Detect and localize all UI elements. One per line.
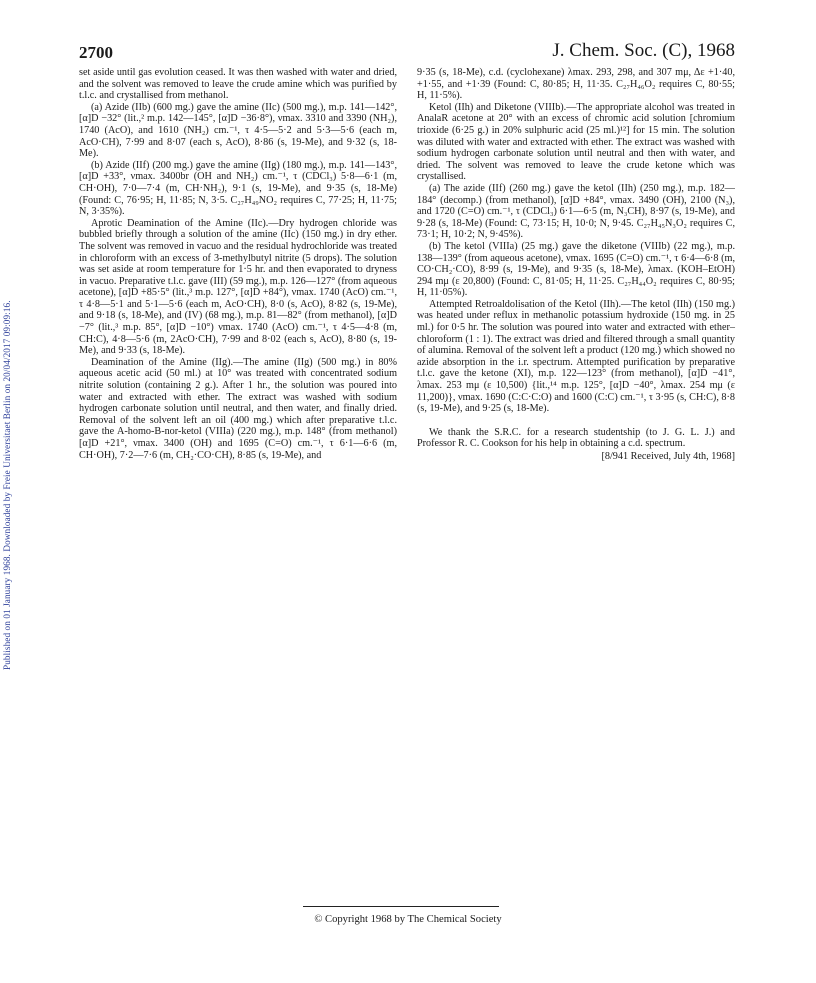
acknowledgement: We thank the S.R.C. for a research studentship (to J. G. L. J.) and Professor R. C. Cookson for his help in obtaining a c.d. spectrum. <box>417 426 735 450</box>
journal-title: J. Chem. Soc. (C), 1968 <box>552 40 735 61</box>
download-notice-text: Published on 01 January 1968. Downloaded by Freie Universitaet Berlin on 20/04/2017 09:09:16. <box>2 300 12 670</box>
page-header <box>79 40 735 66</box>
paragraph: (b) The ketol (VIIIa) (25 mg.) gave the diketone (VIIIb) (22 mg.), m.p. 138—139° (from aqueous acetone), νmax. 1695 (C=O) cm.⁻¹, τ 6·4—6·8 (m, CO·CH₂·CO), 8·99 (s, 19-Me), and 9·35 (s, 18-Me), λmax. (KOH–EtOH) 294 mμ (ε 20,800) (Found: C, 81·05; H, 11·25. C₂₇H₄₄O₂ requires C, 80·95; H, 11·05%). <box>417 240 735 299</box>
paragraph: Aprotic Deamination of the Amine (IIc).—Dry hydrogen chloride was bubbled briefly through a solution of the amine (IIc) (150 mg.) in dry ether. The solvent was removed in vacuo and the residual hydrochloride was treated in chloroform with an excess of 3-methylbutyl nitrite (5 drops). The solution was set aside at room temperature for 1·5 hr. and then evaporated to dryness in vacuo. Preparative t.l.c. gave (III) (59 mg.), m.p. 126—127° (from aqueous acetone), [α]D +85·5° (lit.,³ m.p. 127°, [α]D +84°), νmax. 1740 (AcO) cm.⁻¹, τ 4·8—5·1 and 5·1—5·6 (each m, AcO·CH), 8·0 (s, AcO), 8·82 (s, 19-Me), and 9·18 (s, 18-Me), and (IV) (68 mg.), m.p. 81—82° (from methanol), [α]D −7° (lit.,³ m.p. 85°, [α]D −10°) νmax. 1740 (AcO) cm.⁻¹, τ 4·5—4·8 (m, CH:C), 4·8—5·6 (m, 2AcO·CH), 7·99 and 8·02 (each s, AcO), 8·80 (s, 19-Me), and 9·33 (s, 18-Me). <box>79 217 397 357</box>
page-number: 2700 <box>79 43 113 62</box>
paragraph: (a) The azide (IIf) (260 mg.) gave the ketol (IIh) (250 mg.), m.p. 182—184° (decomp.) (from methanol), [α]D +84°, νmax. 3490 (OH), 2100 (N₃), and 1720 (C=O) cm.⁻¹, τ (CDCl₃) 6·1—6·5 (m, N₃CH), 8·97 (s, 19-Me), and 9·28 (s, 18-Me) (Found: C, 73·15; H, 10·0; N, 9·45. C₂₇H₄₅N₃O₂ requires C, 73·1; H, 10·2; N, 9·45%). <box>417 182 735 241</box>
download-notice-margin <box>2 130 16 670</box>
left-column <box>79 67 397 461</box>
paragraph: Attempted Retroaldolisation of the Ketol (IIh).—The ketol (IIh) (150 mg.) was heated under reflux in methanolic potassium hydroxide (150 mg. in 25 ml.) for 0·5 hr. The solution was poured into water and extracted with ether–chloroform (1 : 1). The extract was dried and filtered through a small quantity of alumina. Removal of the solvent left a product (120 mg.) which showed no azide absorption in the i.r. spectrum. Attempted purification by preparative t.l.c. gave the ketone (XI), m.p. 122—123° (from methanol), [α]D −41°, λmax. 253 mμ (ε 10,500) {lit.,¹⁴ m.p. 125°, [α]D −40°, λmax. 254 mμ (ε 11,200)}, νmax. 1690 (C:C·C:O) and 1600 (C:C) cm.⁻¹, τ 3·95 (s, CH:C), 8·8 (s, 19-Me), and 9·25 (s, 18-Me). <box>417 298 735 415</box>
received-date: [8/941 Received, July 4th, 1968] <box>601 451 735 462</box>
copyright-notice: © Copyright 1968 by The Chemical Society <box>314 914 502 925</box>
paragraph: Ketol (IIh) and Diketone (VIIIb).—The appropriate alcohol was treated in AnalaR acetone at 20° with an excess of chromic acid solution [chromium trioxide (6·25 g.) in 20% sulphuric acid (25 ml.)¹²] for 15 min. The solution was diluted with water and extracted with ether. The extract was washed with sodium hydrogen carbonate solution until neutral and then with water, and dried. The solvent was removed to leave the crude ketone which was crystallised. <box>417 101 735 183</box>
paragraph: (b) Azide (IIf) (200 mg.) gave the amine (IIg) (180 mg.), m.p. 141—143°, [α]D +33°, νmax. 3400br (OH and NH₂) cm.⁻¹, τ (CDCl₃) 5·8—6·1 (m, CH·OH), 7·0—7·4 (m, CH·NH₂), 9·1 (s, 19-Me), and 9·35 (s, 18-Me) (Found: C, 76·95; H, 11·85; N, 3·5. C₂₇H₄₉NO₂ requires C, 77·25; H, 11·75; N, 3·35%). <box>79 159 397 218</box>
right-column <box>417 67 735 463</box>
paragraph: 9·35 (s, 18-Me), c.d. (cyclohexane) λmax. 293, 298, and 307 mμ, Δε +1·40, +1·55, and +1·39 (Found: C, 80·85; H, 11·35. C₂₇H₄₆O₂ requires C, 80·55; H, 11·5%). <box>417 67 735 102</box>
paragraph: Deamination of the Amine (IIg).—The amine (IIg) (500 mg.) in 80% aqueous acetic acid (50 ml.) at 10° was treated with concentrated sodium nitrite solution (containing 2 g.). After 1 hr., the solution was poured into water and extracted with ether. The extract was washed with sodium hydrogen carbonate solution until neutral, and then water, and finally dried. Removal of the solvent left an oil (400 mg.) which after preparative t.l.c. gave the A-homo-B-nor-ketol (VIIIa) (220 mg.), m.p. 148° (from methanol) [α]D +21°, νmax. 3400 (OH) and 1695 (C=O) cm.⁻¹, τ 6·1—6·6 (m, CH·OH), 7·2—7·6 (m, CH₂·CO·CH), 8·85 (s, 19-Me), and <box>79 356 397 461</box>
footer-divider <box>303 906 499 907</box>
paragraph: (a) Azide (IIb) (600 mg.) gave the amine (IIc) (500 mg.), m.p. 141—142°, [α]D −32° (lit.,² m.p. 142—145°, [α]D −36·8°), νmax. 3310 and 3390 (NH₂), 1740 (AcO), and 1610 (NH₂) cm.⁻¹, τ 4·5—5·2 and 5·3—5·6 (each m, AcO·CH), 7·99 and 8·07 (each s, AcO), 8·86 (s, 19-Me), and 9·32 (s, 18-Me). <box>79 101 397 160</box>
paragraph: set aside until gas evolution ceased. It was then washed with water and dried, and the solvent was removed to leave the crude amine which was purified by t.l.c. and crystallised from methanol. <box>79 67 397 102</box>
